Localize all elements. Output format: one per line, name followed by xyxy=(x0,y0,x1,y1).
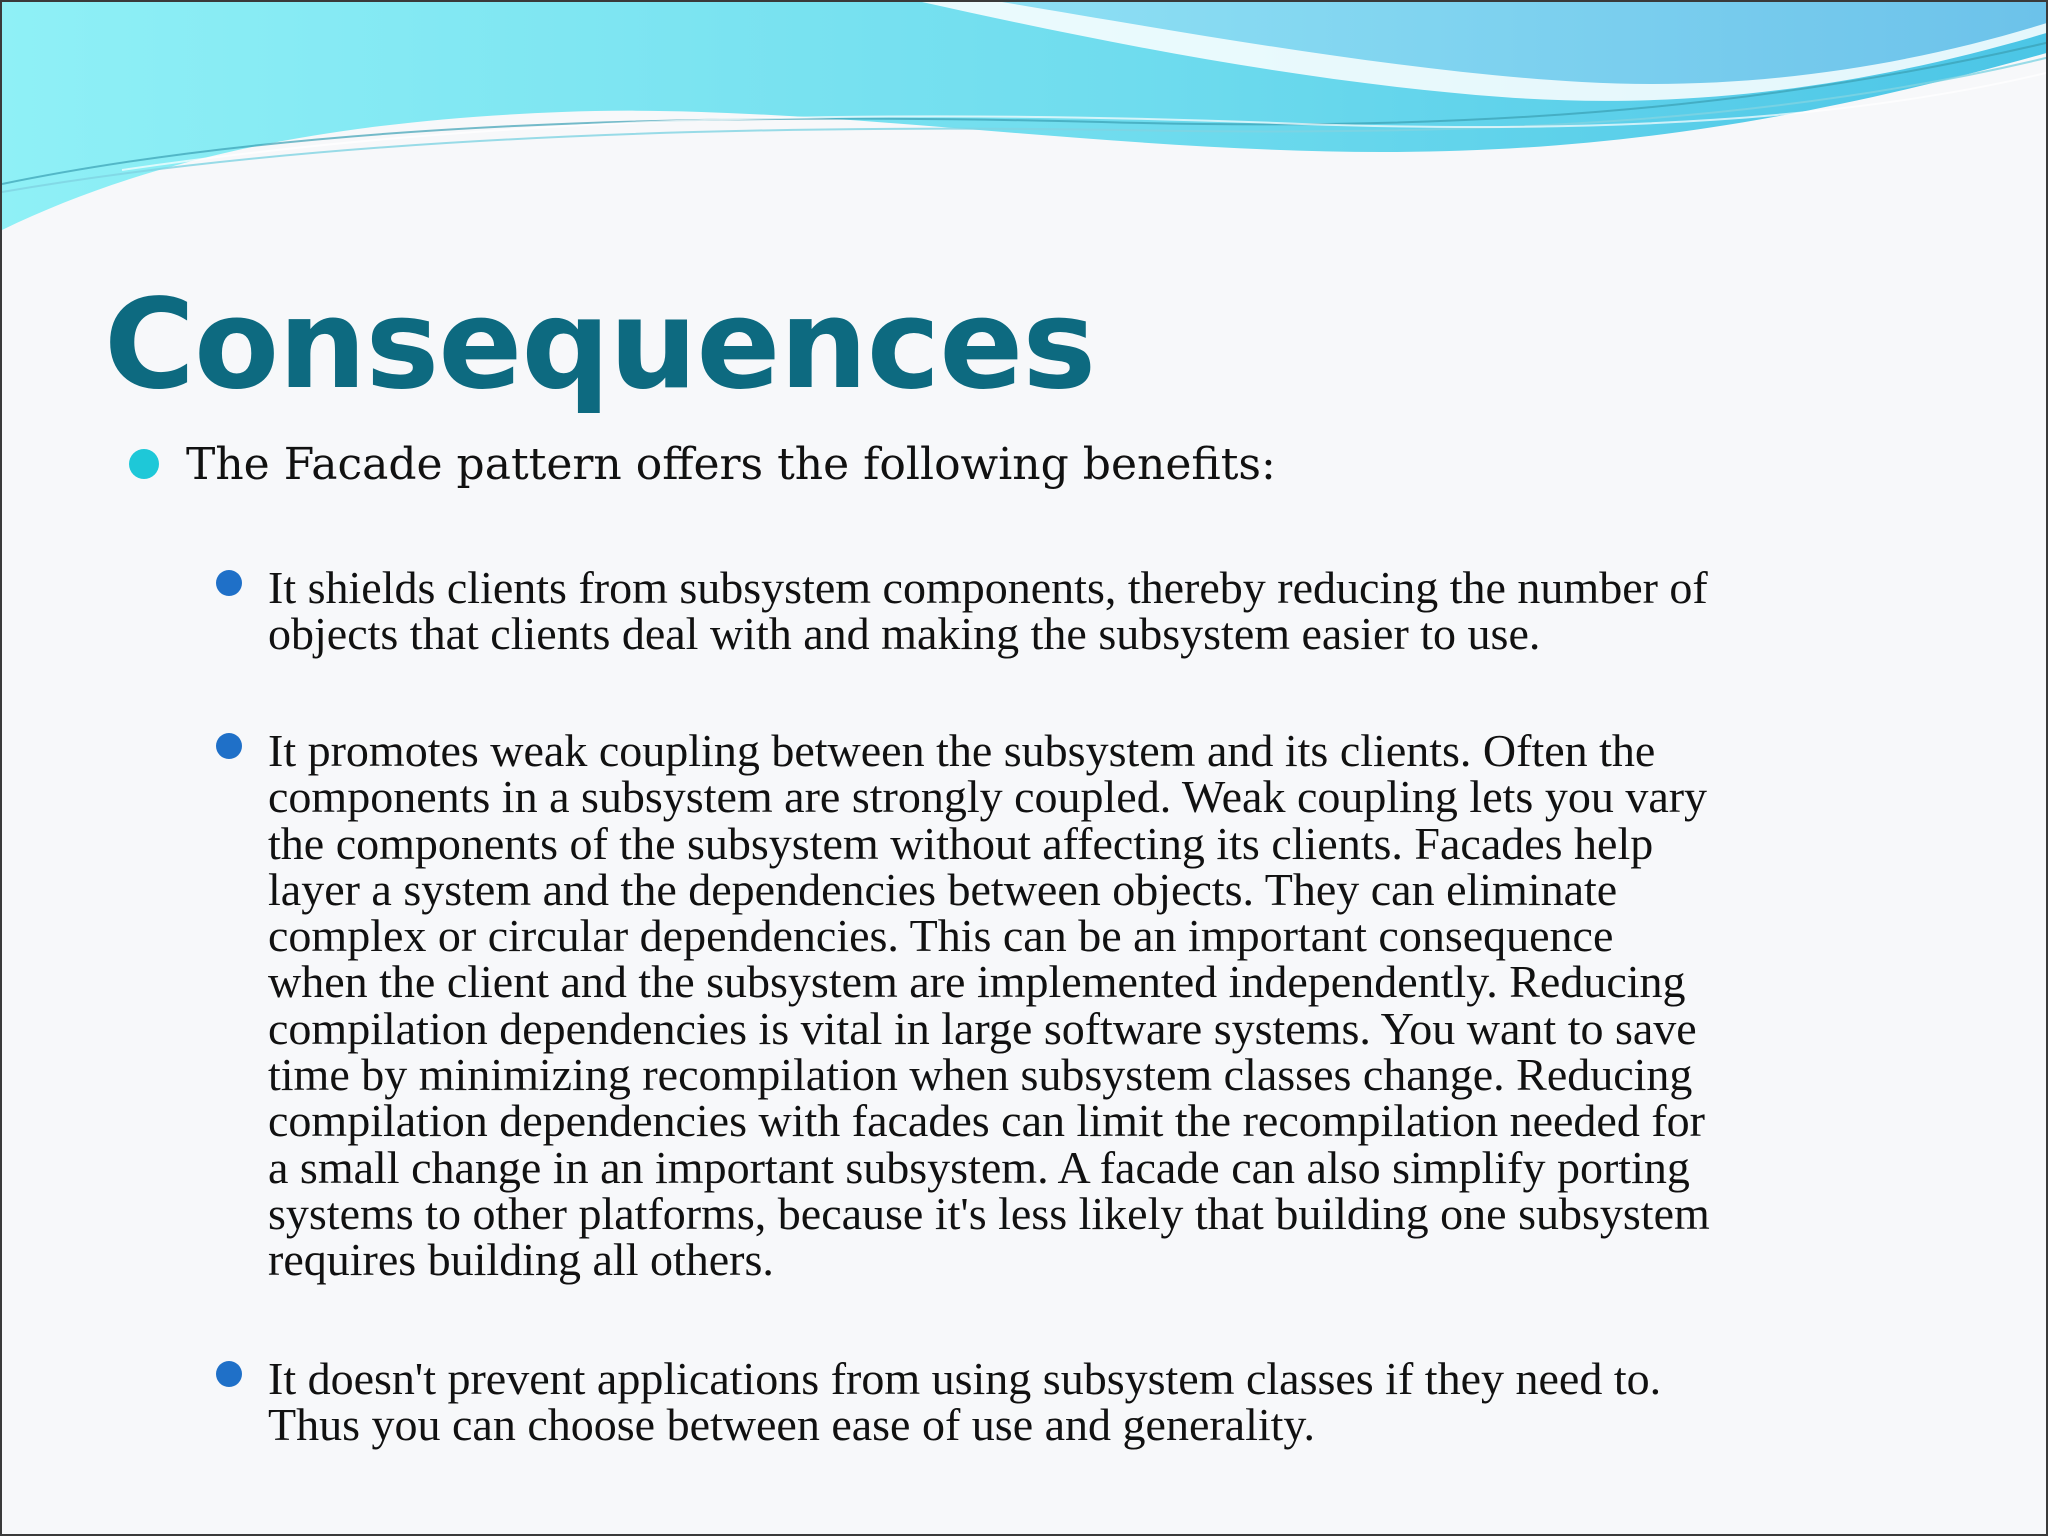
header-wave-decoration xyxy=(2,2,2048,262)
benefit-line: compilation dependencies with facades can limit the recompilation needed for xyxy=(268,1095,1705,1147)
benefit-1-text xyxy=(268,562,1948,660)
benefit-line: Thus you can choose between ease of use and generality. xyxy=(268,1399,1315,1451)
benefit-line: when the client and the subsystem are implemented independently. Reducing xyxy=(268,956,1686,1008)
benefit-1-bullet-dot xyxy=(216,570,242,596)
slide-title: Consequences xyxy=(104,273,1096,417)
benefit-line: time by minimizing recompilation when subsystem classes change. Reducing xyxy=(268,1049,1693,1101)
benefit-line: It promotes weak coupling between the subsystem and its clients. Often the xyxy=(268,725,1656,776)
benefit-2-bullet-dot xyxy=(216,733,242,759)
benefit-line: layer a system and the dependencies between objects. They can eliminate xyxy=(268,863,1618,915)
benefit-line: complex or circular dependencies. This can be an important consequence xyxy=(268,910,1614,962)
benefit-line: It doesn't prevent applications from using subsystem classes if they need to. xyxy=(268,1353,1662,1404)
benefit-2-text xyxy=(268,725,1948,1286)
benefit-line: objects that clients deal with and making the subsystem easier to use. xyxy=(268,608,1541,660)
benefit-line: It shields clients from subsystem components, thereby reducing the number of xyxy=(268,562,1708,613)
benefit-line: the components of the subsystem without affecting its clients. Facades help xyxy=(268,817,1654,869)
benefit-line: compilation dependencies is vital in large software systems. You want to save xyxy=(268,1002,1697,1054)
benefit-line: requires building all others. xyxy=(268,1234,774,1286)
benefit-3-bullet-dot xyxy=(216,1361,242,1387)
benefit-line: systems to other platforms, because it's less likely that building one subsystem xyxy=(268,1187,1710,1239)
intro-text: The Facade pattern offers the following benefits: xyxy=(186,439,1276,490)
benefit-3-text xyxy=(268,1353,1948,1451)
benefit-line: a small change in an important subsystem. A facade can also simplify porting xyxy=(268,1141,1690,1193)
level1-bullet-dot xyxy=(129,449,159,479)
benefit-line: components in a subsystem are strongly coupled. Weak coupling lets you vary xyxy=(268,771,1708,823)
